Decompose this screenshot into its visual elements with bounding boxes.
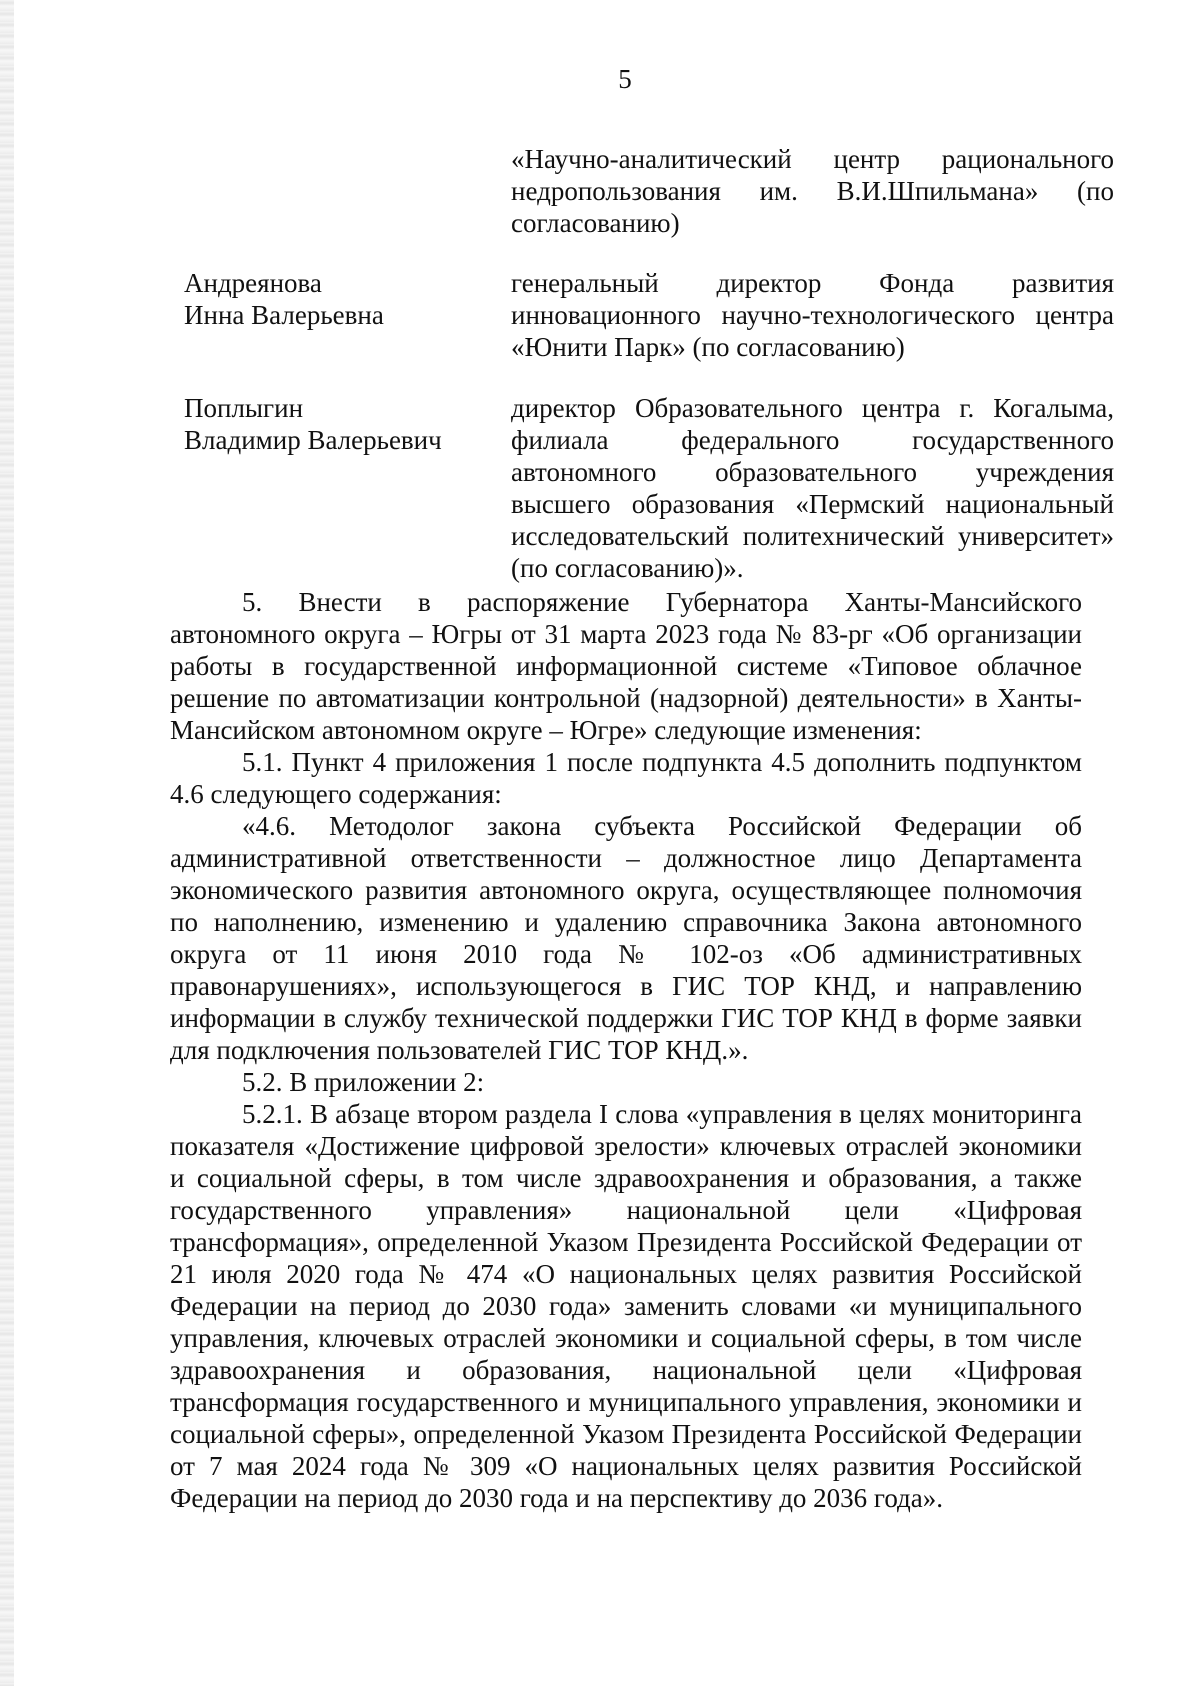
- paragraph-4-6-quote: «4.6. Методолог закона субъекта Российской Федерации об административной ответственности – должностное лицо Департамента экономического развития автономного округа, осуществляющее полномочия по наполнению, изменению и удалению справочника Закона автономного округа от 11 июня 2010 года № 102-оз «Об административных правонарушениях», использующегося в ГИС ТОР КНД, и направлению информации в службу технической поддержки ГИС ТОР КНД в форме заявки для подключения пользователей ГИС ТОР КНД.».: [170, 811, 1082, 1065]
- member-role: генеральный директор Фонда развития инновационного научно-технологического центра «Юнити Парк» (по согласованию): [511, 268, 1114, 362]
- paragraph-5-2: 5.2. В приложении 2:: [242, 1067, 485, 1097]
- member-surname: Андреянова: [184, 268, 322, 298]
- member-name: [184, 267, 484, 331]
- member-surname: Поплыгин: [184, 393, 304, 423]
- member-name: [184, 392, 484, 456]
- scan-binding-edge: [0, 0, 14, 1686]
- member-role: «Научно-аналитический центр рационального недропользования им. В.И.Шпильмана» (по согласованию): [511, 144, 1114, 238]
- member-given-names: Инна Валерьевна: [184, 300, 384, 330]
- paragraph-5: 5. Внести в распоряжение Губернатора Ханты-Мансийского автономного округа – Югры от 31 марта 2023 года № 83-рг «Об организации работы в государственной информационной системе «Типовое облачное решение по автоматизации контрольной (надзорной) деятельности» в Ханты-Мансийском автономном округе – Югре» следующие изменения:: [170, 587, 1082, 745]
- paragraph-5-2-1: 5.2.1. В абзаце втором раздела I слова «управления в целях мониторинга показателя «Достижение цифровой зрелости» ключевых отраслей экономики и социальной сферы, в том числе здравоохранения и образования, а также государственного управления» национальной цели «Цифровая трансформация», определенной Указом Президента Российской Федерации от 21 июля 2020 года № 474 «О национальных целях развития Российской Федерации на период до 2030 года» заменить словами «и муниципального управления, ключевых отраслей экономики и социальной сферы, в том числе здравоохранения и образования, национальной цели «Цифровая трансформация государственного и муниципального управления, экономики и социальной сферы», определенной Указом Президента Российской Федерации от 7 мая 2024 года № 309 «О национальных целях развития Российской Федерации на период до 2030 года и на перспективу до 2036 года».: [170, 1099, 1082, 1513]
- page-number: 5: [618, 64, 632, 94]
- document-body: [170, 586, 1082, 1514]
- member-role: директор Образовательного центра г. Когалыма, филиала федерального государственного автономного образовательного учреждения высшего образования «Пермский национальный исследовательский политехнический университет» (по согласованию)».: [511, 393, 1114, 583]
- member-given-names: Владимир Валерьевич: [184, 425, 442, 455]
- paragraph-5-1: 5.1. Пункт 4 приложения 1 после подпункта 4.5 дополнить подпунктом 4.6 следующего содержания:: [170, 747, 1082, 809]
